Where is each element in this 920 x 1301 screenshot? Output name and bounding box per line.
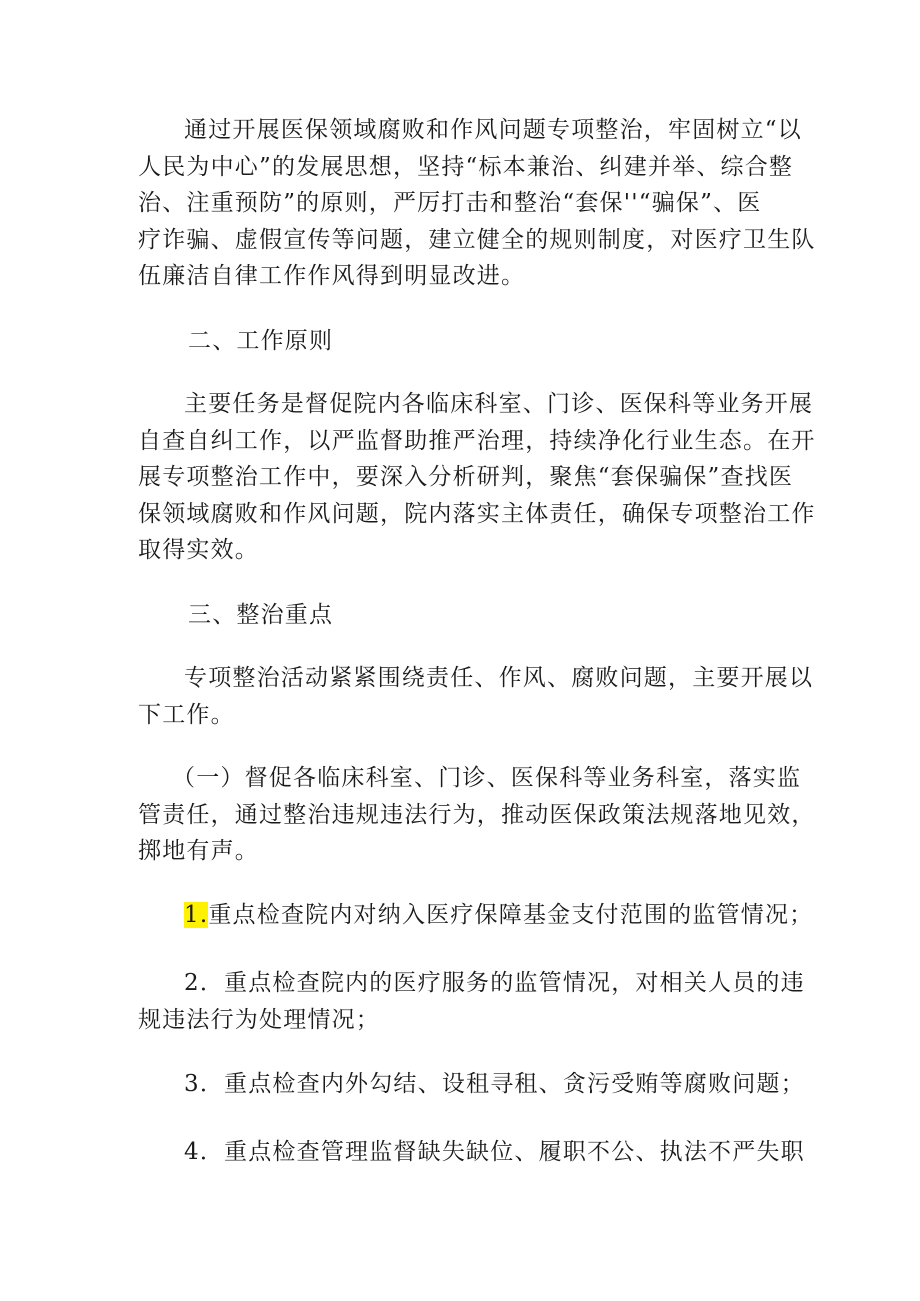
list-item-3 xyxy=(138,1066,805,1103)
paragraph-line: 通过开展医保领域腐败和作风问题专项整治，牢固树立“以 xyxy=(184,117,802,143)
paragraph-line: 展专项整治工作中，要深入分析研判，聚焦“套保骗保”查找医 xyxy=(138,464,794,490)
list-item-text: 重点检查院内对纳入医疗保障基金支付范围的监管情况； xyxy=(208,902,814,928)
section-heading-principles xyxy=(138,323,788,360)
paragraph-line: 主要任务是督促院内各临床科室、门诊、医保科等业务开展 xyxy=(184,391,814,417)
list-item-2 xyxy=(138,965,805,1038)
paragraph-line: 人民为中心”的发展思想，坚持“标本兼治、纠建并举、综合整 xyxy=(138,153,794,180)
paragraph-principles xyxy=(138,386,816,569)
highlighted-item-number: 1. xyxy=(184,902,209,928)
paragraph-line: （一）督促各临床科室、门诊、医保科等业务科室，落实监 xyxy=(172,765,802,791)
paragraph-line: 专项整治活动紧紧围绕责任、作风、腐败问题，主要开展以 xyxy=(184,665,814,691)
heading-text: 三、整治重点 xyxy=(188,602,334,628)
list-item-text: 3．重点检查内外勾结、设租寻租、贪污受贿等腐败问题； xyxy=(184,1071,805,1097)
section-heading-focus xyxy=(138,597,788,634)
list-item-text: 4．重点检查管理监督缺失缺位、履职不公、执法不严失职 xyxy=(184,1139,805,1165)
paragraph-line: 伍廉洁自律工作作风得到明显改进。 xyxy=(138,263,526,289)
list-item-1 xyxy=(138,897,814,934)
paragraph-line: 2．重点检查院内的医疗服务的监管情况，对相关人员的违 xyxy=(184,970,805,996)
paragraph-line: 保领域腐败和作风问题，院内落实主体责任，确保专项整治工作 xyxy=(138,500,816,527)
paragraph-subsection-one xyxy=(138,760,816,870)
paragraph-line: 取得实效。 xyxy=(138,537,259,563)
paragraph-focus-intro xyxy=(138,660,814,733)
paragraph-line: 下工作。 xyxy=(138,701,235,728)
heading-text: 二、工作原则 xyxy=(188,328,334,354)
paragraph-line: 疗诈骗、虚假宣传等问题，建立健全的规则制度，对医疗卫生队 xyxy=(138,226,816,253)
paragraph-line: 掷地有声。 xyxy=(138,838,259,864)
paragraph-line: 管责任，通过整治违规违法行为，推动医保政策法规落地见效， xyxy=(138,801,816,828)
paragraph-objective xyxy=(138,112,816,295)
paragraph-line: 自查自纠工作，以严监督助推严治理，持续净化行业生态。在开 xyxy=(138,427,816,454)
list-item-4 xyxy=(138,1134,805,1171)
paragraph-line: 治、注重预防”的原则，严厉打击和整治“套保''“骗保”、医 xyxy=(138,190,762,216)
paragraph-line: 规违法行为处理情况； xyxy=(138,1006,380,1033)
